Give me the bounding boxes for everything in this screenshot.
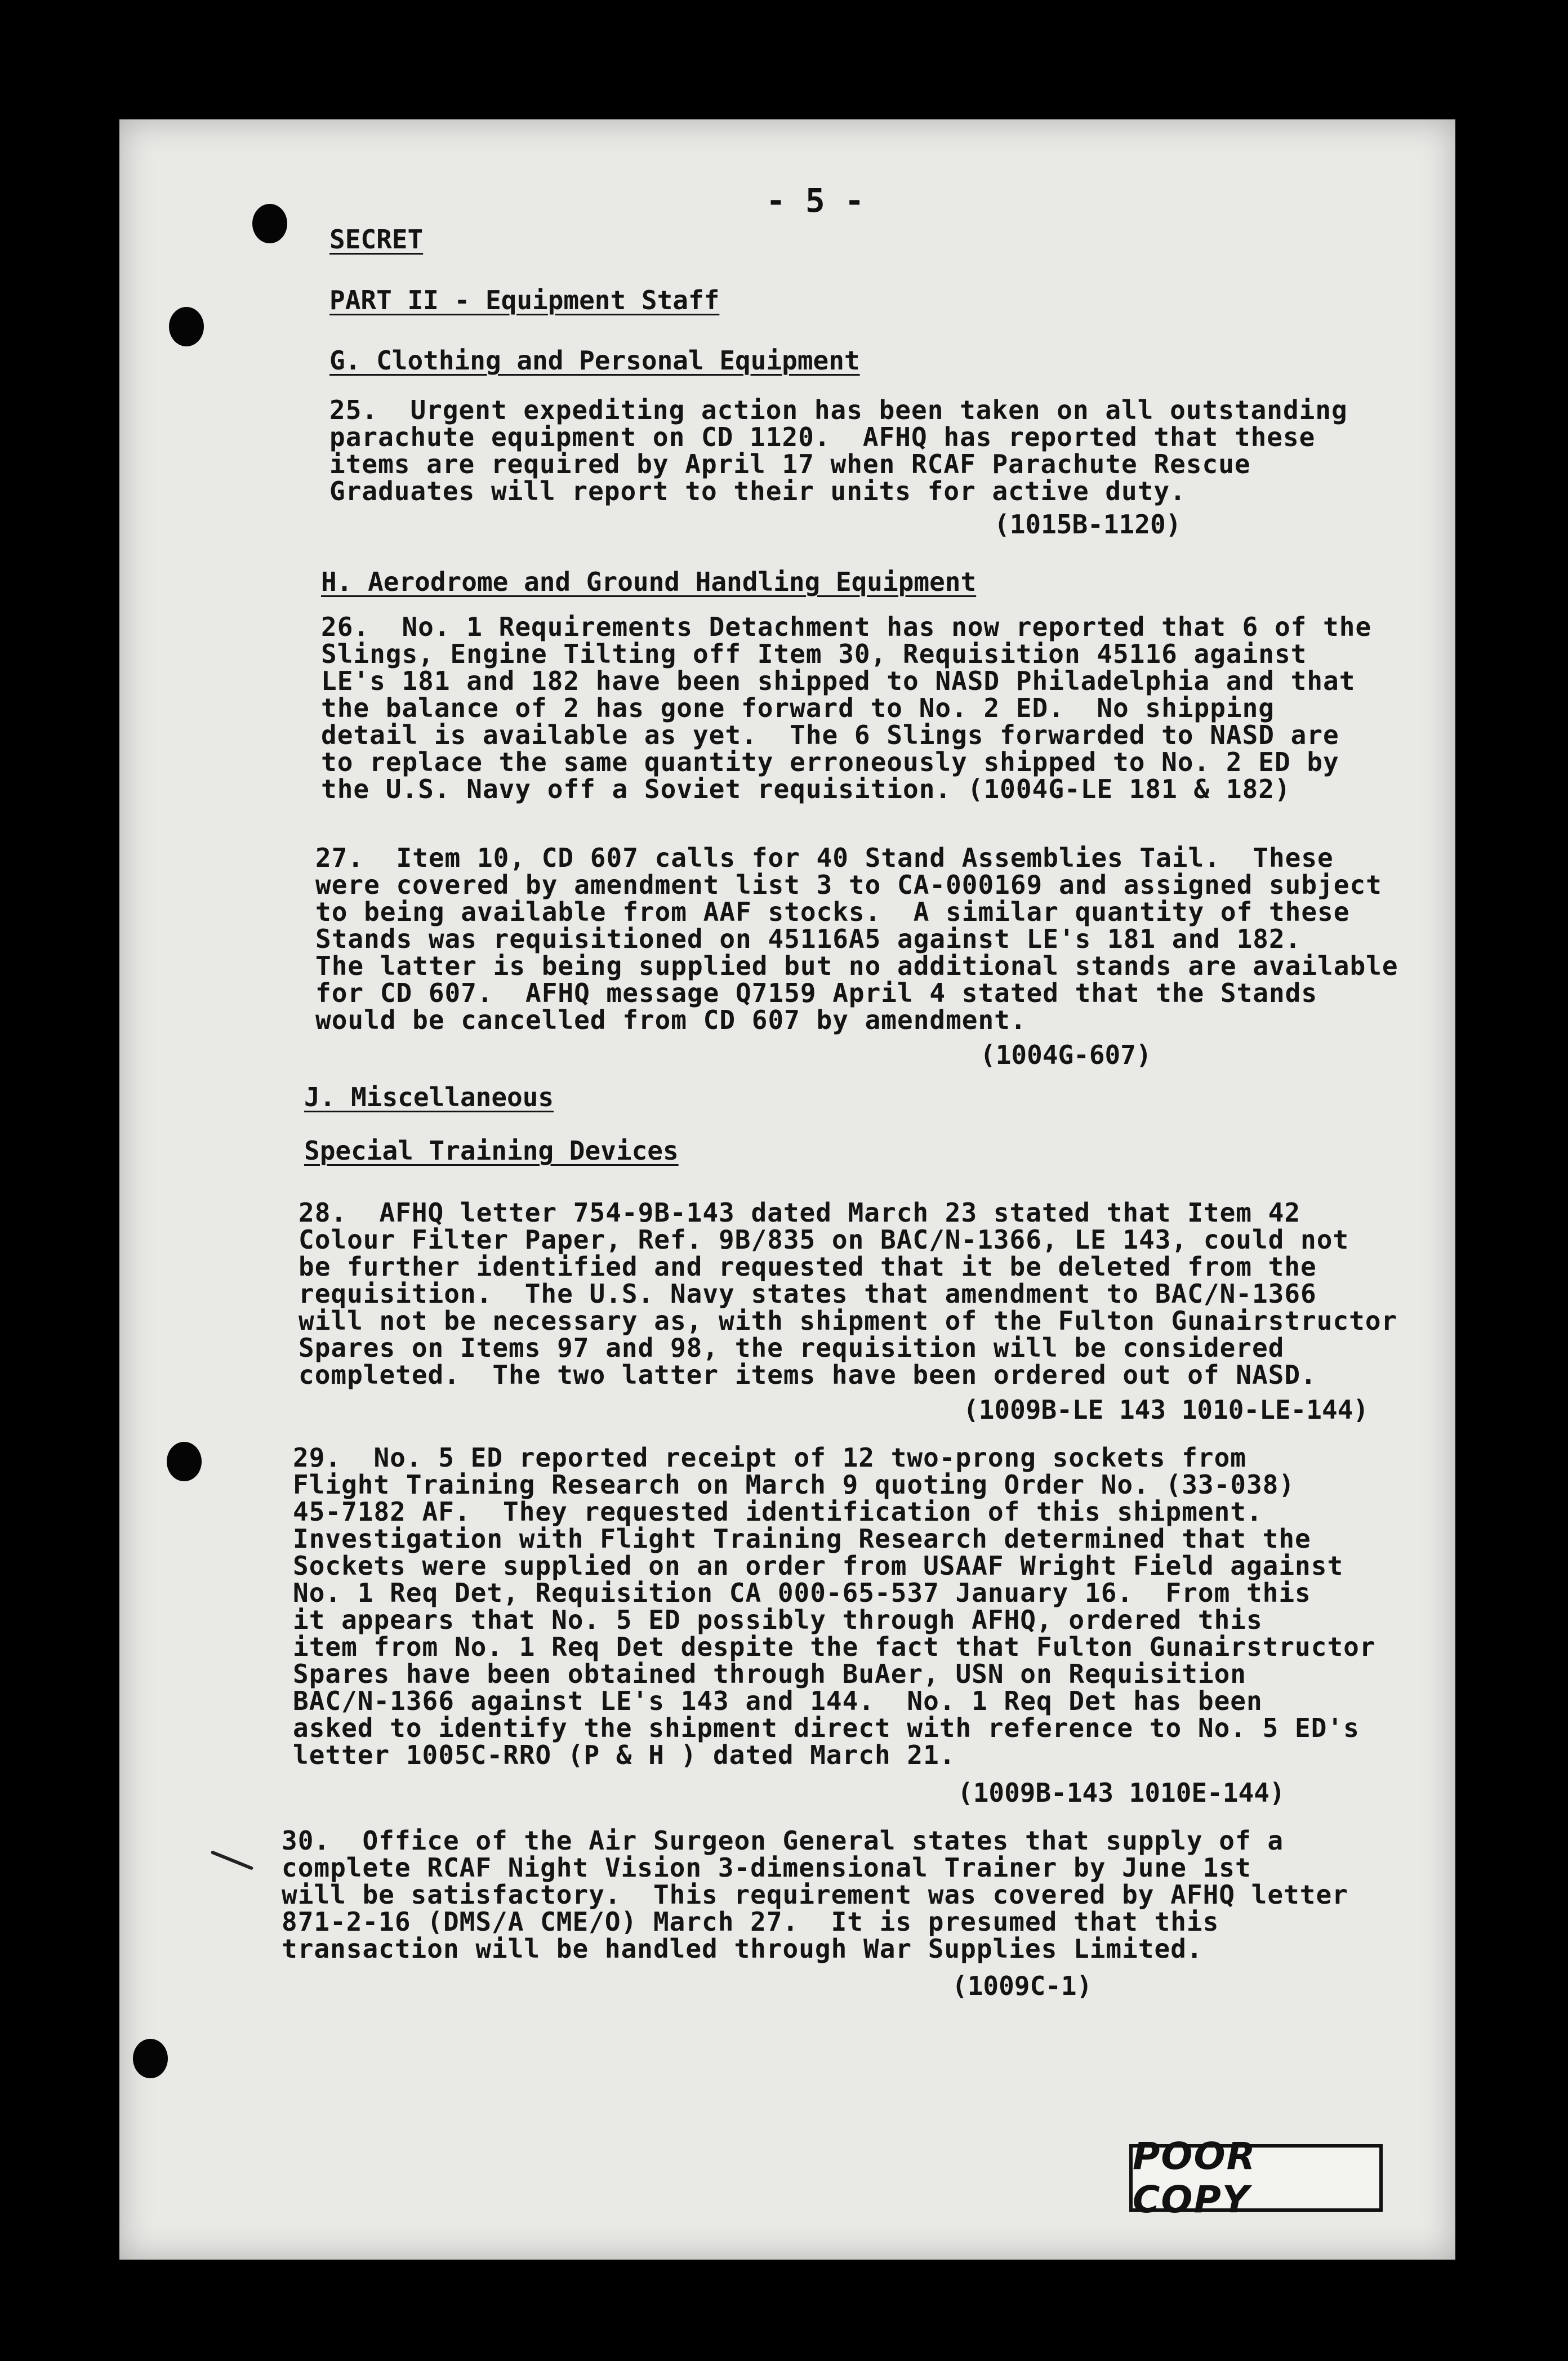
poor-copy-stamp	[1129, 2135, 1383, 2221]
section-heading-miscellaneous: J. Miscellaneous	[304, 1082, 554, 1112]
reference-code: (1009B-LE 143 1010-LE-144)	[963, 1395, 1369, 1425]
text-line: Flight Training Research on March 9 quoting Order No. (33-038)	[293, 1469, 1295, 1500]
subsection-heading-training-devices: Special Training Devices	[304, 1135, 679, 1166]
text-line: 30. Office of the Air Surgeon General states that supply of a	[282, 1825, 1284, 1856]
reference-code: (1015B-1120)	[994, 509, 1182, 540]
text-line: asked to identify the shipment direct with reference to No. 5 ED's	[293, 1713, 1360, 1743]
stamp-label: POOR COPY	[1133, 2135, 1257, 2221]
part-heading: PART II - Equipment Staff	[329, 285, 720, 315]
text-line: the U.S. Navy off a Soviet requisition. (1004G-LE 181 & 182)	[321, 774, 1291, 804]
text-line: Colour Filter Paper, Ref. 9B/835 on BAC/N-1366, LE 143, could not	[299, 1224, 1349, 1255]
text-line: Investigation with Flight Training Research determined that the	[293, 1523, 1311, 1554]
text-line: 29. No. 5 ED reported receipt of 12 two-prong sockets from	[293, 1442, 1246, 1473]
text-line: Sockets were supplied on an order from USAAF Wright Field against	[293, 1551, 1344, 1581]
punch-hole	[133, 2039, 168, 2078]
text-line: for CD 607. AFHQ message Q7159 April 4 stated that the Stands	[315, 978, 1318, 1008]
punch-hole	[169, 307, 204, 346]
text-line: 27. Item 10, CD 607 calls for 40 Stand Assemblies Tail. These	[315, 843, 1334, 873]
text-line: parachute equipment on CD 1120. AFHQ has reported that these	[329, 422, 1316, 452]
text-line: detail is available as yet. The 6 Slings forwarded to NASD are	[321, 720, 1339, 750]
text-line: were covered by amendment list 3 to CA-000169 and assigned subject	[315, 870, 1382, 900]
text-line: will not be necessary as, with shipment of the Fulton Gunairstructor	[299, 1306, 1398, 1336]
text-line: complete RCAF Night Vision 3-dimensional Trainer by June 1st	[282, 1852, 1251, 1883]
text-line: to being available from AAF stocks. A similar quantity of these	[315, 897, 1350, 927]
text-line: items are required by April 17 when RCAF Parachute Rescue	[329, 449, 1251, 479]
classification-label: SECRET	[329, 224, 424, 255]
text-line: completed. The two latter items have been ordered out of NASD.	[299, 1360, 1317, 1390]
text-line: letter 1005C-RRO (P & H ) dated March 21.	[293, 1740, 956, 1770]
text-line: Spares on Items 97 and 98, the requisition will be considered	[299, 1333, 1285, 1363]
section-heading-aerodrome: H. Aerodrome and Ground Handling Equipment	[321, 567, 977, 597]
page-number: - 5 -	[766, 181, 865, 220]
text-line: will be satisfactory. This requirement was covered by AFHQ letter	[282, 1879, 1348, 1910]
section-heading-clothing: G. Clothing and Personal Equipment	[329, 345, 860, 376]
text-line: 45-7182 AF. They requested identification of this shipment.	[293, 1496, 1263, 1527]
punch-hole	[252, 204, 287, 243]
text-line: The latter is being supplied but no additional stands are available	[315, 951, 1398, 981]
text-line: it appears that No. 5 ED possibly through AFHQ, ordered this	[293, 1605, 1263, 1635]
text-line: Spares have been obtained through BuAer, USN on Requisition	[293, 1659, 1246, 1689]
text-line: Slings, Engine Tilting off Item 30, Requisition 45116 against	[321, 639, 1307, 669]
text-line: to replace the same quantity erroneously shipped to No. 2 ED by	[321, 747, 1339, 777]
text-line: would be cancelled from CD 607 by amendment.	[315, 1005, 1027, 1035]
reference-code: (1004G-607)	[980, 1040, 1152, 1070]
text-line: BAC/N-1366 against LE's 143 and 144. No. 1 Req Det has been	[293, 1686, 1263, 1716]
text-line: Graduates will report to their units for active duty.	[329, 476, 1186, 506]
punch-hole	[167, 1442, 202, 1481]
text-line: No. 1 Req Det, Requisition CA 000-65-537 January 16. From this	[293, 1578, 1311, 1608]
text-line: item from No. 1 Req Det despite the fact that Fulton Gunairstructor	[293, 1632, 1376, 1662]
text-line: be further identified and requested that it be deleted from the	[299, 1251, 1317, 1282]
text-line: transaction will be handled through War Supplies Limited.	[282, 1934, 1203, 1964]
text-line: Stands was requisitioned on 45116A5 against LE's 181 and 182.	[315, 924, 1302, 954]
text-line: the balance of 2 has gone forward to No. 2 ED. No shipping	[321, 693, 1275, 723]
reference-code: (1009C-1)	[952, 1971, 1093, 2001]
text-line: LE's 181 and 182 have been shipped to NASD Philadelphia and that	[321, 666, 1356, 696]
text-line: 28. AFHQ letter 754-9B-143 dated March 23 stated that Item 42	[299, 1197, 1301, 1228]
text-line: 25. Urgent expediting action has been taken on all outstanding	[329, 395, 1348, 425]
text-line: 871-2-16 (DMS/A CME/O) March 27. It is presumed that this	[282, 1906, 1219, 1937]
text-line: 26. No. 1 Requirements Detachment has now reported that 6 of the	[321, 612, 1372, 642]
reference-code: (1009B-143 1010E-144)	[957, 1778, 1285, 1808]
text-line: requisition. The U.S. Navy states that amendment to BAC/N-1366	[299, 1278, 1317, 1309]
